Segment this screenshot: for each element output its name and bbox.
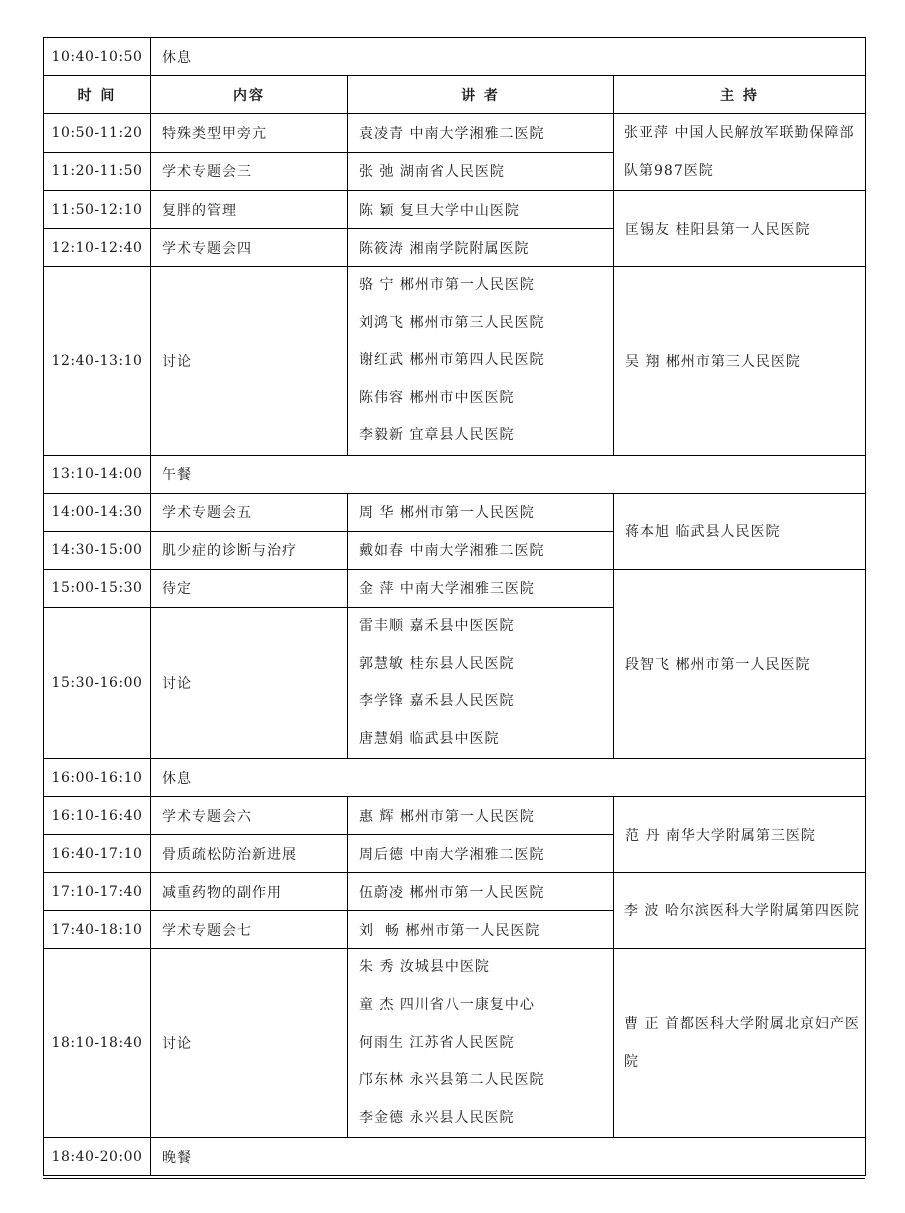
host-cell: 段智飞 郴州市第一人民医院: [614, 569, 866, 758]
host-cell: 张亚萍 中国人民解放军联勤保障部队第987医院: [614, 114, 866, 191]
time-cell: 16:00-16:10: [44, 759, 151, 797]
speaker-entry: 刘鸿飞 郴州市第三人民医院: [359, 314, 545, 331]
speaker-entry: 骆 宁 郴州市第一人民医院: [359, 277, 535, 293]
time-cell: 16:10-16:40: [44, 797, 151, 835]
table-row: [44, 267, 866, 456]
host-cell: 蒋本旭 临武县人民医院: [614, 493, 866, 569]
time-cell: 14:30-15:00: [44, 531, 151, 569]
time-cell: 18:10-18:40: [44, 949, 151, 1138]
table-row: [44, 569, 866, 607]
table-row: [44, 191, 866, 229]
speaker-entry: 李金德 永兴县人民医院: [359, 1109, 515, 1126]
time-cell: 11:50-12:10: [44, 191, 151, 229]
header-speaker: 讲 者: [348, 76, 614, 114]
content-cell: 特殊类型甲旁亢: [151, 114, 348, 153]
content-cell: 休息: [151, 38, 866, 76]
table-row: [44, 1138, 866, 1176]
bottom-rule: [43, 1178, 865, 1179]
content-cell: 讨论: [151, 607, 348, 758]
time-cell: 13:10-14:00: [44, 455, 151, 493]
speaker-list-cell: [348, 949, 614, 1138]
speaker-cell: 刘 畅 郴州市第一人民医院: [348, 911, 614, 949]
host-cell: 匡锡友 桂阳县第一人民医院: [614, 191, 866, 267]
speaker-entry: 李毅新 宜章县人民医院: [359, 427, 515, 444]
content-cell: 晚餐: [151, 1138, 866, 1176]
time-cell: 10:40-10:50: [44, 38, 151, 76]
content-cell: 休息: [151, 759, 866, 797]
table-row: [44, 38, 866, 76]
content-cell: 学术专题会四: [151, 229, 348, 267]
time-cell: 12:40-13:10: [44, 267, 151, 456]
time-cell: 15:00-15:30: [44, 569, 151, 607]
time-cell: 10:50-11:20: [44, 114, 151, 153]
time-cell: 17:40-18:10: [44, 911, 151, 949]
content-cell: 待定: [151, 569, 348, 607]
header-content: 内容: [151, 76, 348, 114]
speaker-cell: 陈 颖 复旦大学中山医院: [348, 191, 614, 229]
table-row: [44, 114, 866, 153]
content-cell: 复胖的管理: [151, 191, 348, 229]
speaker-list-cell: [348, 607, 614, 758]
table-row: [44, 873, 866, 911]
schedule-table: [43, 37, 866, 1176]
content-cell: 学术专题会三: [151, 152, 348, 191]
table-row: [44, 493, 866, 531]
time-cell: 16:40-17:10: [44, 835, 151, 873]
content-cell: 讨论: [151, 949, 348, 1138]
content-cell: 午餐: [151, 455, 866, 493]
content-cell: 骨质疏松防治新进展: [151, 835, 348, 873]
time-cell: 15:30-16:00: [44, 607, 151, 758]
time-cell: 18:40-20:00: [44, 1138, 151, 1176]
speaker-cell: 伍蔚凌 郴州市第一人民医院: [348, 873, 614, 911]
host-cell: 李 波 哈尔滨医科大学附属第四医院: [614, 873, 866, 949]
speaker-cell: 陈筱涛 湘南学院附属医院: [348, 229, 614, 267]
speaker-entry: 雷丰顺 嘉禾县中医医院: [359, 617, 515, 634]
speaker-entry: 谢红武 郴州市第四人民医院: [359, 352, 545, 369]
speaker-cell: 周后德 中南大学湘雅二医院: [348, 835, 614, 873]
time-cell: 14:00-14:30: [44, 493, 151, 531]
speaker-list-cell: [348, 267, 614, 456]
time-cell: 17:10-17:40: [44, 873, 151, 911]
speaker-entry: 唐慧娟 临武县中医院: [359, 730, 500, 747]
table-row: [44, 455, 866, 493]
time-cell: 11:20-11:50: [44, 152, 151, 191]
host-cell: 吴 翔 郴州市第三人民医院: [614, 267, 866, 456]
content-cell: 肌少症的诊断与治疗: [151, 531, 348, 569]
speaker-entry: 何雨生 江苏省人民医院: [359, 1034, 515, 1051]
speaker-entry: 李学锋 嘉禾县人民医院: [359, 693, 515, 710]
speaker-cell: 金 萍 中南大学湘雅三医院: [348, 569, 614, 607]
speaker-entry: 邝东林 永兴县第二人民医院: [359, 1072, 545, 1089]
speaker-cell: 惠 辉 郴州市第一人民医院: [348, 797, 614, 835]
content-cell: 减重药物的副作用: [151, 873, 348, 911]
speaker-entry: 童 杰 四川省八一康复中心: [359, 996, 535, 1013]
host-cell: 范 丹 南华大学附属第三医院: [614, 797, 866, 873]
content-cell: 学术专题会七: [151, 911, 348, 949]
time-cell: 12:10-12:40: [44, 229, 151, 267]
host-cell: 曹 正 首都医科大学附属北京妇产医院: [614, 949, 866, 1138]
table-row: [44, 949, 866, 1138]
content-cell: 学术专题会六: [151, 797, 348, 835]
table-row: [44, 759, 866, 797]
speaker-cell: 周 华 郴州市第一人民医院: [348, 493, 614, 531]
speaker-entry: 朱 秀 汝城县中医院: [359, 959, 490, 976]
speaker-entry: 郭慧敏 桂东县人民医院: [359, 655, 515, 672]
speaker-cell: 张 弛 湖南省人民医院: [348, 152, 614, 191]
table-row: [44, 797, 866, 835]
header-time: 时 间: [44, 76, 151, 114]
content-cell: 学术专题会五: [151, 493, 348, 531]
content-cell: 讨论: [151, 267, 348, 456]
speaker-entry: 陈伟容 郴州市中医医院: [359, 389, 515, 406]
header-host: 主 持: [614, 76, 866, 114]
speaker-cell: 戴如春 中南大学湘雅二医院: [348, 531, 614, 569]
speaker-cell: 袁凌青 中南大学湘雅二医院: [348, 114, 614, 153]
header-row: [44, 76, 866, 114]
